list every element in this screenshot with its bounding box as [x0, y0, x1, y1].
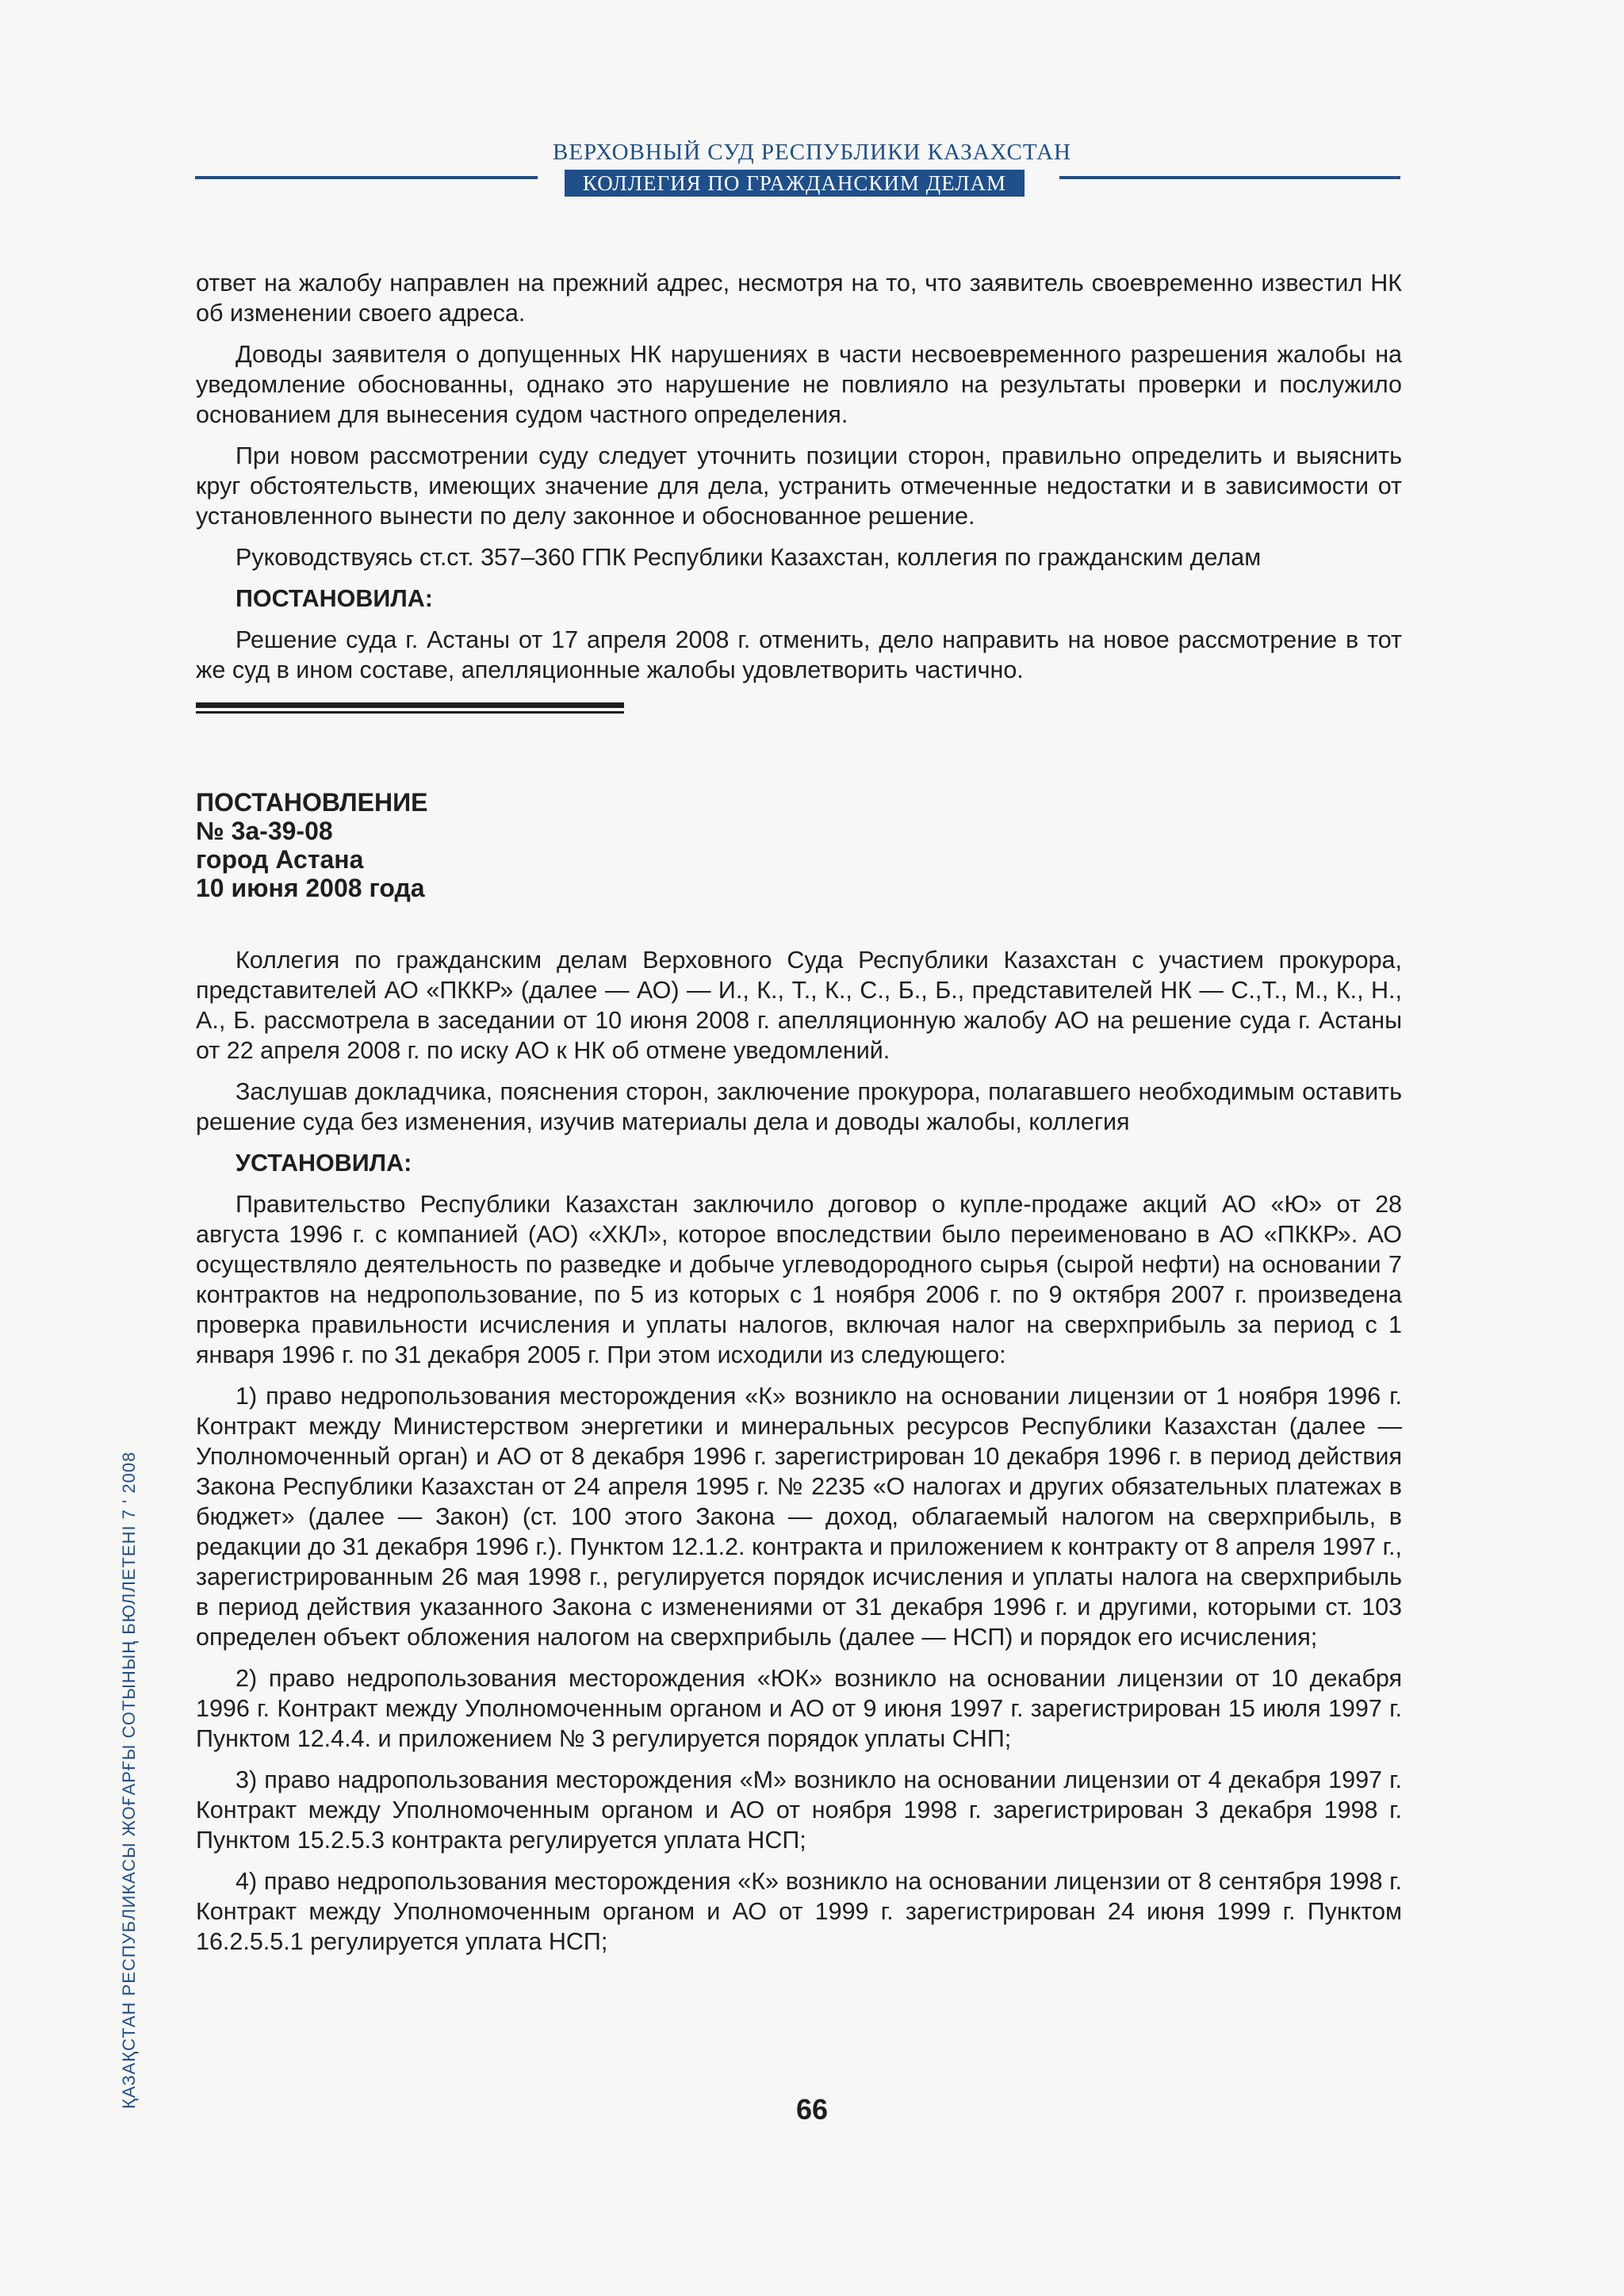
decision-number: № 3а-39-08: [196, 817, 333, 845]
bulletin-sidebar-label: ҚАЗАҚСТАН РЕСПУБЛИКАСЫ ЖОҒАРҒЫ СОТЫНЫҢ БЮЛЛЕТЕНІ 7 ' 2008: [119, 1451, 139, 2109]
separator-thin-rule: [196, 711, 624, 714]
established-heading: УСТАНОВИЛА:: [236, 1150, 412, 1177]
paragraph: Руководствуясь ст.ст. 357–360 ГПК Республики Казахстан, коллегия по гражданским делам: [236, 544, 1262, 571]
list-item: 4) право недропользования месторождения «К» возникло на основании лицензии от 8 сентября 1998 г. Контракт между Уполномоченным органом и АО от 1999 г. зарегистрирован 24 июня 1999 г. Пунктом 16.2.5.5.1 регулируется уплата НСП;: [196, 1868, 1402, 1955]
page-header: [0, 135, 1624, 198]
decision-heading: [196, 788, 1402, 902]
decision-city: город Астана: [196, 845, 364, 874]
verdict-heading: ПОСТАНОВИЛА:: [236, 585, 433, 612]
paragraph: Заслушав докладчика, пояснения сторон, заключение прокурора, полагавшего необходимым оставить решение суда без изменения, изучив материалы дела и доводы жалобы, коллегия: [196, 1078, 1402, 1135]
separator-thick-rule: [196, 702, 624, 708]
page-content: [196, 268, 1402, 1968]
list-item: 1) право недропользования месторождения «К» возникло на основании лицензии от 1 ноября 1996 г. Контракт между Министерством энергетики и минеральных ресурсов Республики Казахстан (далее — Уполномоченный орган) и АО от 8 декабря 1996 г. зарегистрирован 10 декабря 1996 г. в период действия Закона Республики Казахстан от 24 апреля 1995 г. № 2235 «О налогах и других обязательных платежах в бюджет» (далее — Закон) (ст. 100 этого Закона — доход, облагаемый налогом на сверхприбыль, в редакции до 31 декабря 1996 г.). Пунктом 12.1.2. контракта и приложением к контракту от 8 апреля 1997 г., зарегистрированным 26 мая 1998 г., регулируется порядок исчисления и уплаты налога на сверхприбыль в период действия указанного Закона с изменениями от 31 декабря 1996 г. и другими, которыми ст. 103 определен объект обложения налогом на сверхприбыль (далее — НСП) и порядок его исчисления;: [196, 1383, 1402, 1651]
decision-title: ПОСТАНОВЛЕНИЕ: [196, 788, 428, 817]
header-rule-left: [195, 176, 538, 179]
header-rule-right: [1059, 176, 1400, 179]
collegium-banner: КОЛЛЕГИЯ ПО ГРАЖДАНСКИМ ДЕЛАМ: [565, 170, 1025, 197]
page-number: 66: [795, 2093, 829, 2126]
paragraph: ответ на жалобу направлен на прежний адрес, несмотря на то, что заявитель своевременно известил НК об изменении своего адреса.: [196, 270, 1402, 327]
section-separator: [196, 702, 624, 714]
paragraph: Доводы заявителя о допущенных НК нарушениях в части несвоевременного разрешения жалобы на уведомление обоснованны, однако это нарушение не повлияло на результаты проверки и послужило основанием для вынесения судом частного определения.: [196, 341, 1402, 428]
court-name: ВЕРХОВНЫЙ СУД РЕСПУБЛИКИ КАЗАХСТАН: [552, 140, 1072, 165]
decision-date: 10 июня 2008 года: [196, 874, 425, 902]
list-item: 2) право недропользования месторождения «ЮК» возникло на основании лицензии от 10 декабря 1996 г. Контракт между Уполномоченным органом и АО от 9 июня 1997 г. зарегистрирован 15 июля 1997 г. Пунктом 12.4.4. и приложением № 3 регулируется порядок уплаты СНП;: [196, 1665, 1402, 1752]
paragraph: Коллегия по гражданским делам Верховного Суда Республики Казахстан с участием прокурора, представителей АО «ПККР» (далее — АО) — И., К., Т., К., С., Б., Б., представителей НК — С.,Т., М., К., Н., А., Б. рассмотрела в заседании от 10 июня 2008 г. апелляционную жалобу АО на решение суда г. Астаны от 22 апреля 2008 г. по иску АО к НК об отмене уведомлений.: [196, 947, 1402, 1064]
paragraph: Решение суда г. Астаны от 17 апреля 2008 г. отменить, дело направить на новое рассмотрение в тот же суд в ином составе, апелляционные жалобы удовлетворить частично.: [196, 626, 1402, 683]
list-item: 3) право надропользования месторождения «М» возникло на основании лицензии от 4 декабря 1997 г. Контракт между Уполномоченным органом и АО от ноября 1998 г. зарегистрирован 3 декабря 1998 г. Пунктом 15.2.5.3 контракта регулируется уплата НСП;: [196, 1766, 1402, 1854]
paragraph: Правительство Республики Казахстан заключило договор о купле-продаже акций АО «Ю» от 28 августа 1996 г. с компанией (АО) «ХКЛ», которое впоследствии было переименовано в АО «ПККР». АО осуществляло деятельность по разведке и добыче углеводородного сырья (сырой нефти) на основании 7 контрактов на недропользование, по 5 из которых с 1 ноября 2006 г. по 9 октября 2007 г. произведена проверка правильности исчисления и уплаты налогов, включая налог на сверхприбыль за период с 1 января 1996 г. по 31 декабря 2005 г. При этом исходили из следующего:: [196, 1191, 1402, 1368]
paragraph: При новом рассмотрении суду следует уточнить позиции сторон, правильно определить и выяснить круг обстоятельств, имеющих значение для дела, устранить отмеченные недостатки и в зависимости от установленного вынести по делу законное и обоснованное решение.: [196, 442, 1402, 530]
